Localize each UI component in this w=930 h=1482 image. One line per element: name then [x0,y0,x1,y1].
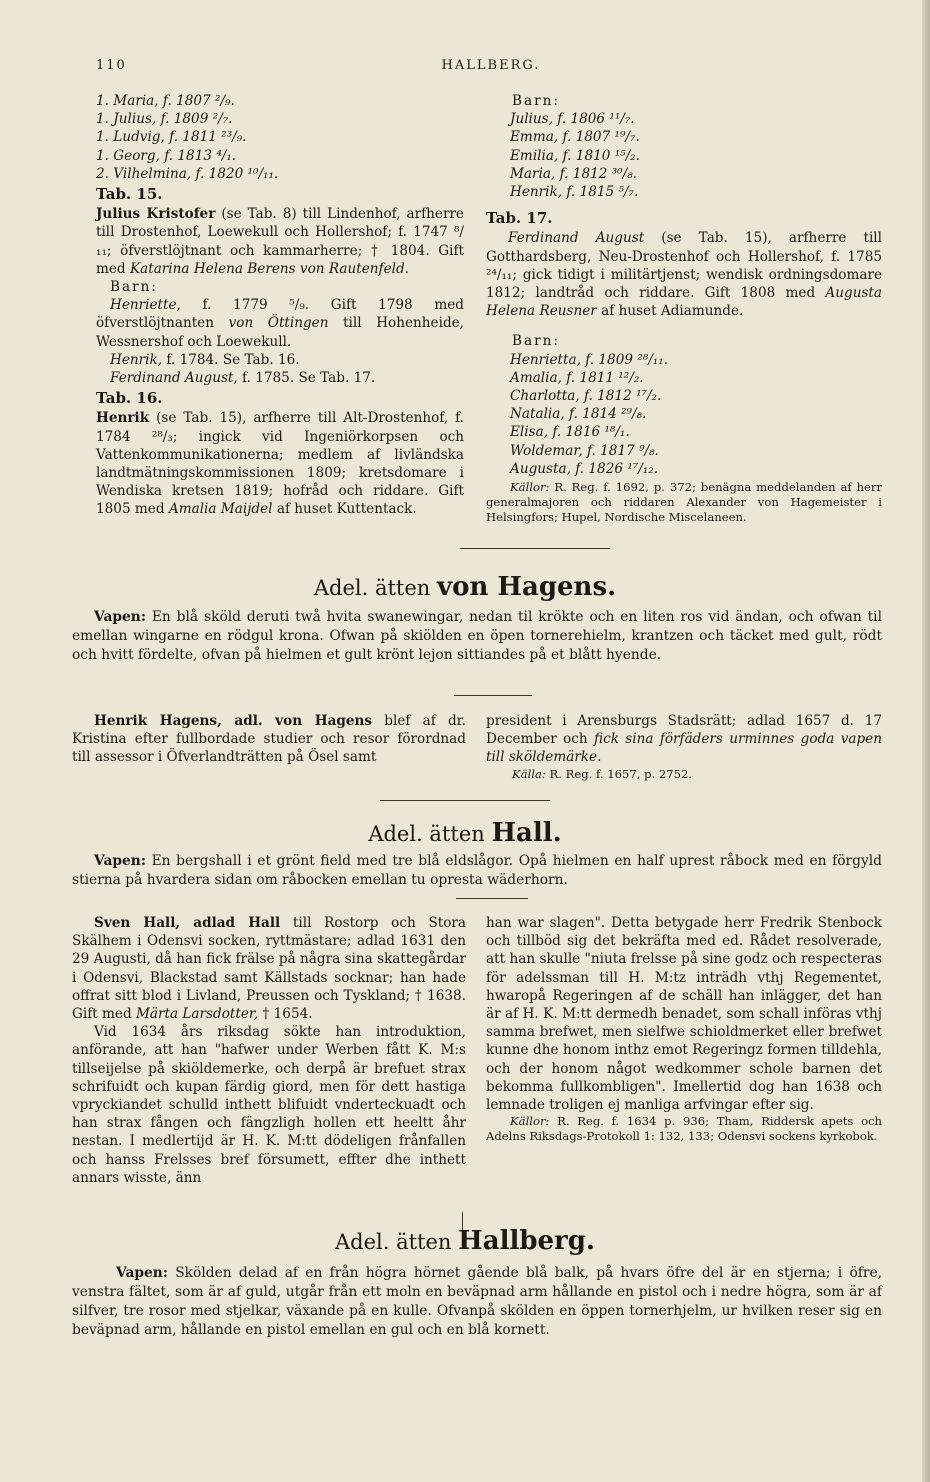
list-item: Charlotta, f. 1812 ¹⁷/₂. [510,388,662,405]
list-item: Maria, f. 1812 ³⁰/₈. [510,165,637,182]
left-top-column [96,92,464,519]
children-list-tab17 [486,351,882,478]
page-number: 110 [96,58,127,73]
hagens-right-column: president i Arensburgs Stadsrätt; adlad 1657 d. 17 December och fick sina förfäders urminnes goda vapen till sköldemärke. Källa: R. Reg. f. 1657, p. 2752. [486,713,882,781]
barn-label: Barn: [512,333,560,350]
list-item: Emma, f. 1807 ¹⁹/₇. [510,129,640,146]
list-item: Amalia, f. 1811 ¹²/₂. [510,369,644,386]
sources-note: Källor: R. Reg. f. 1692, p. 372; benägna meddelanden af herr generalmajoren och riddaren Alexander von Hagemeister i Helsingfors; Hupel, Nordische Miscelaneen. [486,480,883,525]
list-item: 2. Vilhelmina, f. 1820 ¹⁰/₁₁. [96,165,279,182]
tab17-paragraph: Ferdinand August (se Tab. 15), arfherre till Gotthardsberg, Neu-Drostenhof och Hollershof, f. 1785 ²⁴/₁₁; gick tidigt i militärtjenst; wendisk ordningsdomare 1812; landtråd och riddare. Gift 1808 med Augusta Helena Reusner af huset Adiamunde. [486,230,882,320]
hall-right-column: han war slagen". Detta betygade herr Fredrik Stenbock och tillböd sig det bekräfta med ed. Rådet resolverade, att han skulle "niuta frelsse på sine godz och respecteras för adelssman till H. M:tz inträdh vthj Regementet, hwaropå Regeringen af de schäll han inlägger, det han är af H. K. M:tt dermedh benadet, som schall införas vthj samma brefwet, men sielfwe schioldmerket eller brefwet kunne dhe honom inthz emot Regeringz formen tilldehla, och der honom något wedkommer schole barnen det bekomma fullkombligen". Imellertid dog han 1638 och lemnade troligen ej manliga arfvingar efter sig. Källor: R. Reg. f. 1634 p. 936; Tham, Riddersk apets och Adelns Riksdags-Protokoll 1: 132, 133; Odensvi sockens kyrkobok. [486,915,883,1144]
list-item: Natalia, f. 1814 ²⁹/₈. [510,406,647,423]
section-title-hall: Adel. ätten Hall. [368,818,562,848]
list-item: Elisa, f. 1816 ¹⁸/₁. [510,424,630,441]
list-item: 1. Julius, f. 1809 ²/₇. [96,111,233,128]
section-title-hallberg: Adel. ätten Hallberg. [335,1226,595,1256]
section-divider [460,548,610,549]
page-header [96,58,886,78]
page-edge-shadow [922,0,930,1482]
section-divider [456,898,528,899]
children-list-tab14 [96,92,464,183]
list-item: Julius, f. 1806 ¹¹/₇. [510,111,635,128]
hagens-left-column: Henrik Hagens, adl. von Hagens blef af dr. Kristina efter fullbordade studier och resor förordnad till assessor i Öfverlandträtten på Ösel samt [72,713,466,766]
person-name: Sven Hall, adlad Hall [94,915,281,931]
list-item: Henrietta, f. 1809 ²⁸/₁₁. [510,351,669,368]
hagens-vapen: Vapen: En blå sköld deruti twå hvita swanewingar, nedan til krökte och en liten ros vid ändan, och ofwan til emellan wingarne en rödgul krona. Ofwan på skiölden en öpen tornerehielm, krantzen och täcket med gult, rödt och hvitt fördelte, ofvan på hielmen et gult krönt lejon sittiandes på et blått hyende. [72,609,883,663]
barn-label: Barn: [512,93,560,109]
tab15-paragraph: Julius Kristofer (se Tab. 8) till Lindenhof, arfherre till Drostenhof, Loewekull och Hollershof; f. 1747 ⁸/₁₁; öfverstlöjtnant och kammarherre; † 1804. Gift med Katarina Helena Berens von Rautenfeld. [96,206,464,277]
hallberg-vapen: Vapen: Skölden delad af en från högra hörnet gående blå balk, på hvars öfre del är en stjerna; i öfre, venstra fältet, som är af guld, utgår från ett moln en beväpnad arm hållande en pistol och i nedre högra, som är af silfver, tre rosor med stjelkar, växande på en kulle. Ofvanpå skölden en öppen tornerhjelm, ur hvilken reser sig en beväpnad arm, hållande en pistol emellan en gul och en blå kornett. [72,1265,882,1338]
hall-left-column: Sven Hall, adlad Hall till Rostorp och Stora Skälhem i Odensvi socken, ryttmästare; adlad 1631 den 29 Augusti, då han fick frälse på några sina skattegårdar i Odensvi, Blackstad samt Källstads socknar; han hade offrat sitt blod i Livland, Preussen och Tyskland; † 1638. Gift med Märta Larsdotter, † 1654. Vid 1634 års riksdag sökte han introduktion, anförande, att han "hafwer under Werben fått K. M:s tillseijelse på skiöldemerke, och derpå är brefuet strax schrifuidt och kupan färdig giord, men för dett hastiga vpryckiandet schulld inthett blifuidt vnderteckuadt och han strax fången och fängzligh hollen ett heeltt åhr nestan. I medlertijd är H. K. M:tt dödeligen frånfallen och hanss Frelsses bref försumett, effter dhe inthett annars wisste, änn [72,915,467,1186]
tab17-heading: Tab. 17. [486,209,553,228]
section-divider [454,695,532,696]
running-title: HALLBERG. [441,58,541,73]
list-item: Emilia, f. 1810 ¹⁵/₂. [510,147,640,164]
list-item: Henrik, f. 1815 ⁵/₇. [510,184,639,201]
tab15-heading: Tab. 15. [96,185,163,204]
list-item: 1. Maria, f. 1807 ²/₉. [96,93,235,109]
person-name: Ferdinand August [508,230,645,247]
barn-label: Barn: [110,279,158,296]
list-item: Augusta, f. 1826 ¹⁷/₁₂. [510,460,659,477]
section-title-hagens: Adel. ätten von Hagens. [313,572,617,602]
list-item: 1. Ludvig, f. 1811 ²³/₉. [96,129,247,146]
tab16-paragraph: Henrik (se Tab. 15), arfherre till Alt-Drostenhof, f. 1784 ²⁸/₃; ingick vid Ingeniörkorpsen och Vattenkommunikationerna; medlem af livländska landtmätningskommissionen 1809; kretsdomare i Wendiska kretsen 1819; hofråd och riddare. Gift 1805 med Amalia Maijdel af huset Kuttentack. [96,410,464,518]
list-item: 1. Georg, f. 1813 ⁴/₁. [96,147,237,164]
person-name: Henrik Hagens, adl. von Hagens [94,713,373,729]
child-entry: Ferdinand August, f. 1785. Se Tab. 17. [110,370,376,387]
right-top-column [486,92,882,525]
tab16-heading: Tab. 16. [96,389,163,408]
hall-vapen: Vapen: En bergshall i et grönt field med tre blå eldslågor. Opå hielmen en half uprest råbock med en förgyld stierna på hvardera sidan om råbocken emellan tu opresta wäderhorn. [72,853,882,888]
section-divider [380,800,550,801]
children-list-tab16 [486,110,882,201]
person-name: Henrik [96,410,150,427]
child-entry: Henrik, f. 1784. Se Tab. 16. [110,351,300,368]
person-name: Julius Kristofer [96,206,216,223]
child-entry: Henriette, f. 1779 ⁵/₉. Gift 1798 med öfverstlöjtnanten von Öttingen till Hohenheide, Wessnershof och Loewekull. [96,297,465,350]
list-item: Woldemar, f. 1817 ⁹/₈. [510,442,659,459]
